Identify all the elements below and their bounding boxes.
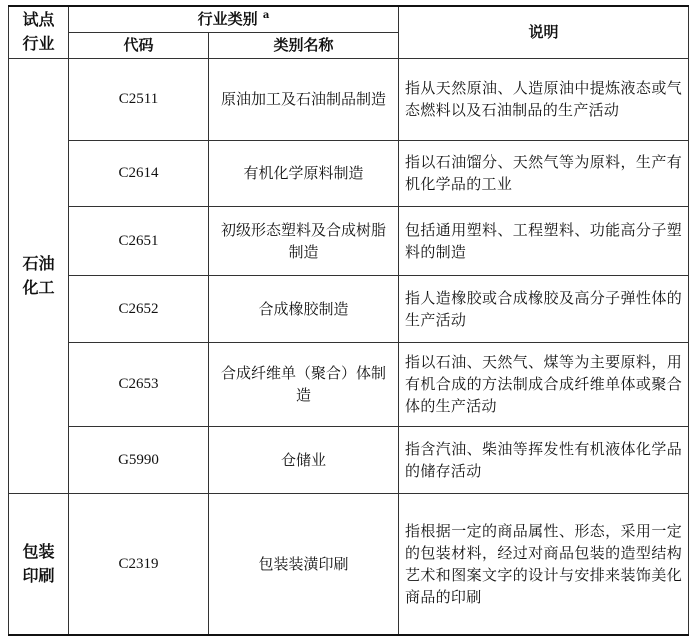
category-name-cell: 初级形态塑料及合成树脂制造 xyxy=(209,206,399,275)
code-cell: G5990 xyxy=(69,426,209,493)
header-pilot-industry xyxy=(9,6,69,58)
code-cell: C2511 xyxy=(69,58,209,140)
code-cell: C2614 xyxy=(69,140,209,206)
header-category-group-label: 行业类别 xyxy=(197,10,258,29)
industry-line2: 印刷 xyxy=(22,565,55,585)
description-cell: 指含汽油、柴油等挥发性有机液体化学品的储存活动 xyxy=(399,426,689,493)
category-name-cell: 包装装潢印刷 xyxy=(209,493,399,635)
header-description: 说明 xyxy=(399,6,689,58)
table-row xyxy=(9,58,689,140)
code-cell: C2319 xyxy=(69,493,209,635)
industry-cell-petrochemical xyxy=(9,58,69,493)
description-cell: 指根据一定的商品属性、形态，采用一定的包装材料，经过对商品包装的造型结构艺术和图案文字的设计与安排来装饰美化商品的印刷 xyxy=(399,493,689,635)
description-cell: 指以石油馏分、天然气等为原料，生产有机化学品的工业 xyxy=(399,140,689,206)
code-cell: C2653 xyxy=(69,342,209,426)
category-name-cell: 有机化学原料制造 xyxy=(209,140,399,206)
category-name-cell: 原油加工及石油制品制造 xyxy=(209,58,399,140)
description-cell: 指从天然原油、人造原油中提炼液态或气态燃料以及石油制品的生产活动 xyxy=(399,58,689,140)
industry-table-container xyxy=(8,5,688,636)
header-pilot-industry-line2: 行业 xyxy=(22,34,55,54)
category-name-cell: 合成橡胶制造 xyxy=(209,275,399,342)
footnote-marker: a xyxy=(262,10,270,22)
header-category-group xyxy=(69,6,399,32)
industry-cell-packaging-printing xyxy=(9,493,69,635)
header-category-name: 类别名称 xyxy=(209,32,399,58)
industry-line1: 包装 xyxy=(22,541,55,561)
category-name-cell: 合成纤维单（聚合）体制造 xyxy=(209,342,399,426)
table-row xyxy=(9,206,689,275)
table-row xyxy=(9,140,689,206)
table-row xyxy=(9,426,689,493)
description-cell: 包括通用塑料、工程塑料、功能高分子塑料的制造 xyxy=(399,206,689,275)
code-cell: C2651 xyxy=(69,206,209,275)
header-code: 代码 xyxy=(69,32,209,58)
category-name-cell: 仓储业 xyxy=(209,426,399,493)
table-row xyxy=(9,493,689,635)
table-row xyxy=(9,342,689,426)
code-cell: C2652 xyxy=(69,275,209,342)
industry-line2: 化工 xyxy=(22,277,55,297)
description-cell: 指以石油、天然气、煤等为主要原料，用有机合成的方法制成合成纤维单体或聚合体的生产活动 xyxy=(399,342,689,426)
header-row-1 xyxy=(9,6,689,32)
industry-category-table xyxy=(8,5,689,636)
industry-line1: 石油 xyxy=(22,253,55,273)
table-row xyxy=(9,275,689,342)
description-cell: 指人造橡胶或合成橡胶及高分子弹性体的生产活动 xyxy=(399,275,689,342)
header-pilot-industry-line1: 试点 xyxy=(22,10,55,30)
